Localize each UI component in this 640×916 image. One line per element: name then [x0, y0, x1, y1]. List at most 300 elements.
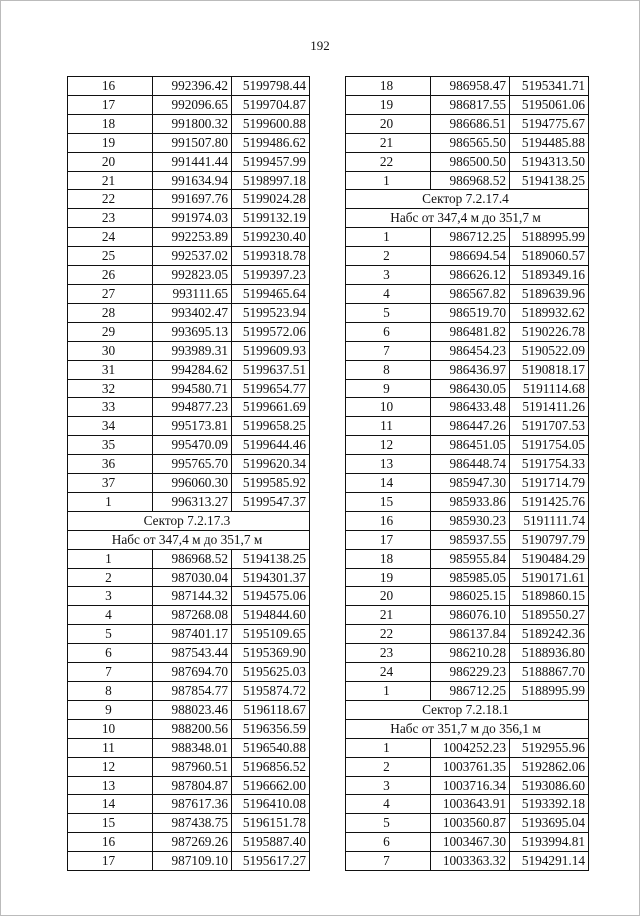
y-coordinate-cell: 5199600.88 — [232, 114, 310, 133]
table-row — [346, 303, 589, 322]
table-row — [68, 77, 310, 96]
table-row — [346, 114, 589, 133]
x-coordinate-cell: 986481.82 — [431, 322, 510, 341]
point-number-cell: 6 — [346, 833, 431, 852]
y-coordinate-cell: 5195874.72 — [232, 682, 310, 701]
point-number-cell: 14 — [346, 474, 431, 493]
y-coordinate-cell: 5195109.65 — [232, 625, 310, 644]
point-number-cell: 2 — [346, 247, 431, 266]
table-row — [68, 266, 310, 285]
point-number-cell: 10 — [346, 398, 431, 417]
table-row — [68, 379, 310, 398]
x-coordinate-cell: 986626.12 — [431, 266, 510, 285]
table-row — [68, 757, 310, 776]
table-row — [68, 700, 310, 719]
table-row — [346, 77, 589, 96]
y-coordinate-cell: 5199572.06 — [232, 322, 310, 341]
y-coordinate-cell: 5194775.67 — [510, 114, 589, 133]
point-number-cell: 29 — [68, 322, 153, 341]
y-coordinate-cell: 5199318.78 — [232, 247, 310, 266]
point-number-cell: 17 — [68, 852, 153, 871]
y-coordinate-cell: 5191754.05 — [510, 436, 589, 455]
sector-title: Сектор 7.2.18.1 — [346, 700, 589, 719]
sector-height-row — [68, 530, 310, 549]
x-coordinate-cell: 987617.36 — [153, 795, 232, 814]
y-coordinate-cell: 5195625.03 — [232, 663, 310, 682]
x-coordinate-cell: 986436.97 — [431, 360, 510, 379]
point-number-cell: 10 — [68, 719, 153, 738]
x-coordinate-cell: 986817.55 — [431, 95, 510, 114]
y-coordinate-cell: 5194301.37 — [232, 568, 310, 587]
table-row — [68, 417, 310, 436]
table-row — [346, 474, 589, 493]
table-row — [346, 757, 589, 776]
table-row — [346, 738, 589, 757]
x-coordinate-cell: 987268.08 — [153, 606, 232, 625]
x-coordinate-cell: 992096.65 — [153, 95, 232, 114]
point-number-cell: 12 — [68, 757, 153, 776]
x-coordinate-cell: 986500.50 — [431, 152, 510, 171]
x-coordinate-cell: 986694.54 — [431, 247, 510, 266]
table-row — [346, 436, 589, 455]
point-number-cell: 27 — [68, 284, 153, 303]
point-number-cell: 5 — [346, 303, 431, 322]
x-coordinate-cell: 994877.23 — [153, 398, 232, 417]
table-row — [346, 266, 589, 285]
y-coordinate-cell: 5195887.40 — [232, 833, 310, 852]
y-coordinate-cell: 5190484.29 — [510, 549, 589, 568]
point-number-cell: 22 — [346, 152, 431, 171]
x-coordinate-cell: 986433.48 — [431, 398, 510, 417]
point-number-cell: 15 — [68, 814, 153, 833]
x-coordinate-cell: 986448.74 — [431, 455, 510, 474]
point-number-cell: 15 — [346, 492, 431, 511]
table-row — [346, 341, 589, 360]
y-coordinate-cell: 5191114.68 — [510, 379, 589, 398]
table-row — [346, 663, 589, 682]
y-coordinate-cell: 5196356.59 — [232, 719, 310, 738]
x-coordinate-cell: 992823.05 — [153, 266, 232, 285]
table-row — [68, 663, 310, 682]
y-coordinate-cell: 5190522.09 — [510, 341, 589, 360]
point-number-cell: 1 — [346, 738, 431, 757]
x-coordinate-cell: 994580.71 — [153, 379, 232, 398]
y-coordinate-cell: 5193695.04 — [510, 814, 589, 833]
point-number-cell: 28 — [68, 303, 153, 322]
x-coordinate-cell: 987030.04 — [153, 568, 232, 587]
x-coordinate-cell: 991697.76 — [153, 190, 232, 209]
point-number-cell: 1 — [346, 228, 431, 247]
y-coordinate-cell: 5188936.80 — [510, 644, 589, 663]
x-coordinate-cell: 995173.81 — [153, 417, 232, 436]
y-coordinate-cell: 5196540.88 — [232, 738, 310, 757]
point-number-cell: 11 — [346, 417, 431, 436]
y-coordinate-cell: 5199132.19 — [232, 209, 310, 228]
sector-title: Сектор 7.2.17.4 — [346, 190, 589, 209]
point-number-cell: 11 — [68, 738, 153, 757]
x-coordinate-cell: 986565.50 — [431, 133, 510, 152]
x-coordinate-cell: 991507.80 — [153, 133, 232, 152]
table-row — [346, 455, 589, 474]
point-number-cell: 5 — [68, 625, 153, 644]
sector-height-range: Набс от 351,7 м до 356,1 м — [346, 719, 589, 738]
y-coordinate-cell: 5189860.15 — [510, 587, 589, 606]
sector-title-row — [68, 511, 310, 530]
point-number-cell: 4 — [346, 795, 431, 814]
y-coordinate-cell: 5194485.88 — [510, 133, 589, 152]
table-row — [346, 322, 589, 341]
x-coordinate-cell: 987804.87 — [153, 776, 232, 795]
x-coordinate-cell: 991974.03 — [153, 209, 232, 228]
x-coordinate-cell: 993989.31 — [153, 341, 232, 360]
x-coordinate-cell: 987960.51 — [153, 757, 232, 776]
y-coordinate-cell: 5189242.36 — [510, 625, 589, 644]
table-row — [346, 247, 589, 266]
table-row — [68, 209, 310, 228]
y-coordinate-cell: 5199661.69 — [232, 398, 310, 417]
x-coordinate-cell: 987543.44 — [153, 644, 232, 663]
point-number-cell: 18 — [68, 114, 153, 133]
x-coordinate-cell: 986137.84 — [431, 625, 510, 644]
x-coordinate-cell: 991441.44 — [153, 152, 232, 171]
point-number-cell: 20 — [346, 114, 431, 133]
x-coordinate-cell: 988023.46 — [153, 700, 232, 719]
table-row — [346, 776, 589, 795]
point-number-cell: 1 — [346, 682, 431, 701]
table-row — [346, 644, 589, 663]
table-row — [346, 795, 589, 814]
point-number-cell: 24 — [68, 228, 153, 247]
x-coordinate-cell: 985985.05 — [431, 568, 510, 587]
x-coordinate-cell: 986210.28 — [431, 644, 510, 663]
y-coordinate-cell: 5195341.71 — [510, 77, 589, 96]
point-number-cell: 24 — [346, 663, 431, 682]
table-row — [68, 455, 310, 474]
x-coordinate-cell: 986968.52 — [431, 171, 510, 190]
y-coordinate-cell: 5199704.87 — [232, 95, 310, 114]
table-row — [68, 341, 310, 360]
y-coordinate-cell: 5199024.28 — [232, 190, 310, 209]
x-coordinate-cell: 986076.10 — [431, 606, 510, 625]
y-coordinate-cell: 5199397.23 — [232, 266, 310, 285]
point-number-cell: 7 — [68, 663, 153, 682]
point-number-cell: 1 — [68, 549, 153, 568]
x-coordinate-cell: 995470.09 — [153, 436, 232, 455]
y-coordinate-cell: 5188995.99 — [510, 228, 589, 247]
point-number-cell: 19 — [346, 95, 431, 114]
point-number-cell: 20 — [346, 587, 431, 606]
table-row — [68, 303, 310, 322]
point-number-cell: 21 — [346, 606, 431, 625]
y-coordinate-cell: 5196151.78 — [232, 814, 310, 833]
y-coordinate-cell: 5191425.76 — [510, 492, 589, 511]
point-number-cell: 8 — [68, 682, 153, 701]
y-coordinate-cell: 5196118.67 — [232, 700, 310, 719]
x-coordinate-cell: 1003716.34 — [431, 776, 510, 795]
x-coordinate-cell: 991800.32 — [153, 114, 232, 133]
y-coordinate-cell: 5190226.78 — [510, 322, 589, 341]
table-row — [68, 474, 310, 493]
x-coordinate-cell: 986454.23 — [431, 341, 510, 360]
x-coordinate-cell: 987401.17 — [153, 625, 232, 644]
table-row — [346, 625, 589, 644]
point-number-cell: 25 — [68, 247, 153, 266]
table-row — [346, 95, 589, 114]
point-number-cell: 18 — [346, 77, 431, 96]
x-coordinate-cell: 986712.25 — [431, 682, 510, 701]
y-coordinate-cell: 5199230.40 — [232, 228, 310, 247]
y-coordinate-cell: 5194844.60 — [232, 606, 310, 625]
x-coordinate-cell: 985930.23 — [431, 511, 510, 530]
x-coordinate-cell: 986430.05 — [431, 379, 510, 398]
point-number-cell: 7 — [346, 852, 431, 871]
x-coordinate-cell: 995765.70 — [153, 455, 232, 474]
x-coordinate-cell: 1003363.32 — [431, 852, 510, 871]
y-coordinate-cell: 5199620.34 — [232, 455, 310, 474]
point-number-cell: 23 — [68, 209, 153, 228]
x-coordinate-cell: 986567.82 — [431, 284, 510, 303]
x-coordinate-cell: 987854.77 — [153, 682, 232, 701]
table-row — [68, 436, 310, 455]
point-number-cell: 33 — [68, 398, 153, 417]
y-coordinate-cell: 5192955.96 — [510, 738, 589, 757]
point-number-cell: 30 — [68, 341, 153, 360]
table-row — [68, 398, 310, 417]
sector-title-row — [346, 190, 589, 209]
point-number-cell: 18 — [346, 549, 431, 568]
table-row — [346, 814, 589, 833]
table-row — [346, 284, 589, 303]
y-coordinate-cell: 5189349.16 — [510, 266, 589, 285]
y-coordinate-cell: 5195061.06 — [510, 95, 589, 114]
y-coordinate-cell: 5194313.50 — [510, 152, 589, 171]
y-coordinate-cell: 5190818.17 — [510, 360, 589, 379]
coordinates-table-left — [67, 76, 310, 871]
point-number-cell: 36 — [68, 455, 153, 474]
sector-height-row — [346, 719, 589, 738]
point-number-cell: 5 — [346, 814, 431, 833]
point-number-cell: 21 — [68, 171, 153, 190]
y-coordinate-cell: 5193392.18 — [510, 795, 589, 814]
x-coordinate-cell: 994284.62 — [153, 360, 232, 379]
y-coordinate-cell: 5190797.79 — [510, 530, 589, 549]
x-coordinate-cell: 986025.15 — [431, 587, 510, 606]
table-row — [68, 776, 310, 795]
table-row — [68, 682, 310, 701]
x-coordinate-cell: 993402.47 — [153, 303, 232, 322]
y-coordinate-cell: 5199465.64 — [232, 284, 310, 303]
y-coordinate-cell: 5194138.25 — [510, 171, 589, 190]
table-row — [68, 644, 310, 663]
table-row — [68, 549, 310, 568]
table-row — [346, 587, 589, 606]
x-coordinate-cell: 993111.65 — [153, 284, 232, 303]
table-row — [346, 549, 589, 568]
y-coordinate-cell: 5192862.06 — [510, 757, 589, 776]
table-row — [68, 247, 310, 266]
table-row — [68, 228, 310, 247]
x-coordinate-cell: 986686.51 — [431, 114, 510, 133]
table-row — [346, 152, 589, 171]
table-row — [68, 606, 310, 625]
x-coordinate-cell: 988200.56 — [153, 719, 232, 738]
x-coordinate-cell: 987694.70 — [153, 663, 232, 682]
point-number-cell: 9 — [346, 379, 431, 398]
point-number-cell: 13 — [68, 776, 153, 795]
table-row — [346, 171, 589, 190]
table-row — [346, 360, 589, 379]
y-coordinate-cell: 5191707.53 — [510, 417, 589, 436]
sector-height-range: Набс от 347,4 м до 351,7 м — [68, 530, 310, 549]
y-coordinate-cell: 5194291.14 — [510, 852, 589, 871]
x-coordinate-cell: 985955.84 — [431, 549, 510, 568]
x-coordinate-cell: 992537.02 — [153, 247, 232, 266]
point-number-cell: 1 — [68, 492, 153, 511]
point-number-cell: 6 — [346, 322, 431, 341]
table-row — [346, 530, 589, 549]
point-number-cell: 4 — [346, 284, 431, 303]
table-row — [68, 719, 310, 738]
y-coordinate-cell: 5188995.99 — [510, 682, 589, 701]
point-number-cell: 16 — [68, 833, 153, 852]
y-coordinate-cell: 5199798.44 — [232, 77, 310, 96]
table-row — [68, 738, 310, 757]
y-coordinate-cell: 5191111.74 — [510, 511, 589, 530]
table-row — [68, 625, 310, 644]
y-coordinate-cell: 5191714.79 — [510, 474, 589, 493]
table-row — [68, 190, 310, 209]
x-coordinate-cell: 992396.42 — [153, 77, 232, 96]
table-row — [346, 606, 589, 625]
sector-title-row — [346, 700, 589, 719]
point-number-cell: 8 — [346, 360, 431, 379]
y-coordinate-cell: 5199523.94 — [232, 303, 310, 322]
y-coordinate-cell: 5189550.27 — [510, 606, 589, 625]
x-coordinate-cell: 986451.05 — [431, 436, 510, 455]
page-number: 192 — [310, 38, 330, 53]
x-coordinate-cell: 985933.86 — [431, 492, 510, 511]
y-coordinate-cell: 5196856.52 — [232, 757, 310, 776]
table-row — [346, 417, 589, 436]
table-row — [68, 360, 310, 379]
x-coordinate-cell: 986968.52 — [153, 549, 232, 568]
x-coordinate-cell: 987109.10 — [153, 852, 232, 871]
y-coordinate-cell: 5189932.62 — [510, 303, 589, 322]
x-coordinate-cell: 1003643.91 — [431, 795, 510, 814]
table-row — [68, 852, 310, 871]
x-coordinate-cell: 987438.75 — [153, 814, 232, 833]
point-number-cell: 2 — [68, 568, 153, 587]
point-number-cell: 3 — [346, 776, 431, 795]
point-number-cell: 31 — [68, 360, 153, 379]
table-row — [68, 114, 310, 133]
y-coordinate-cell: 5199486.62 — [232, 133, 310, 152]
table-row — [346, 133, 589, 152]
point-number-cell: 3 — [346, 266, 431, 285]
point-number-cell: 20 — [68, 152, 153, 171]
x-coordinate-cell: 986712.25 — [431, 228, 510, 247]
y-coordinate-cell: 5199547.37 — [232, 492, 310, 511]
x-coordinate-cell: 1003761.35 — [431, 757, 510, 776]
x-coordinate-cell: 1004252.23 — [431, 738, 510, 757]
point-number-cell: 35 — [68, 436, 153, 455]
table-row — [346, 852, 589, 871]
y-coordinate-cell: 5189060.57 — [510, 247, 589, 266]
sector-height-range: Набс от 347,4 м до 351,7 м — [346, 209, 589, 228]
table-row — [346, 833, 589, 852]
table-row — [68, 95, 310, 114]
y-coordinate-cell: 5199654.77 — [232, 379, 310, 398]
table-row — [346, 511, 589, 530]
table-row — [68, 171, 310, 190]
point-number-cell: 14 — [68, 795, 153, 814]
x-coordinate-cell: 987144.32 — [153, 587, 232, 606]
x-coordinate-cell: 986519.70 — [431, 303, 510, 322]
x-coordinate-cell: 1003560.87 — [431, 814, 510, 833]
table-row — [68, 284, 310, 303]
y-coordinate-cell: 5188867.70 — [510, 663, 589, 682]
point-number-cell: 3 — [68, 587, 153, 606]
point-number-cell: 12 — [346, 436, 431, 455]
table-row — [346, 228, 589, 247]
table-row — [346, 379, 589, 398]
y-coordinate-cell: 5199658.25 — [232, 417, 310, 436]
y-coordinate-cell: 5195617.27 — [232, 852, 310, 871]
y-coordinate-cell: 5199644.46 — [232, 436, 310, 455]
y-coordinate-cell: 5194138.25 — [232, 549, 310, 568]
table-row — [68, 322, 310, 341]
y-coordinate-cell: 5199637.51 — [232, 360, 310, 379]
table-row — [68, 568, 310, 587]
point-number-cell: 22 — [346, 625, 431, 644]
table-row — [68, 795, 310, 814]
table-row — [68, 833, 310, 852]
point-number-cell: 19 — [346, 568, 431, 587]
y-coordinate-cell: 5196410.08 — [232, 795, 310, 814]
point-number-cell: 13 — [346, 455, 431, 474]
point-number-cell: 22 — [68, 190, 153, 209]
point-number-cell: 16 — [346, 511, 431, 530]
y-coordinate-cell: 5195369.90 — [232, 644, 310, 663]
point-number-cell: 19 — [68, 133, 153, 152]
table-row — [68, 814, 310, 833]
table-row — [346, 398, 589, 417]
point-number-cell: 9 — [68, 700, 153, 719]
sector-title: Сектор 7.2.17.3 — [68, 511, 310, 530]
table-row — [346, 682, 589, 701]
y-coordinate-cell: 5193994.81 — [510, 833, 589, 852]
y-coordinate-cell: 5191754.33 — [510, 455, 589, 474]
point-number-cell: 37 — [68, 474, 153, 493]
table-row — [346, 568, 589, 587]
point-number-cell: 26 — [68, 266, 153, 285]
x-coordinate-cell: 996060.30 — [153, 474, 232, 493]
point-number-cell: 1 — [346, 171, 431, 190]
table-row — [68, 152, 310, 171]
y-coordinate-cell: 5190171.61 — [510, 568, 589, 587]
x-coordinate-cell: 986229.23 — [431, 663, 510, 682]
point-number-cell: 7 — [346, 341, 431, 360]
y-coordinate-cell: 5196662.00 — [232, 776, 310, 795]
point-number-cell: 16 — [68, 77, 153, 96]
y-coordinate-cell: 5199609.93 — [232, 341, 310, 360]
x-coordinate-cell: 996313.27 — [153, 492, 232, 511]
point-number-cell: 17 — [346, 530, 431, 549]
point-number-cell: 2 — [346, 757, 431, 776]
x-coordinate-cell: 988348.01 — [153, 738, 232, 757]
sector-height-row — [346, 209, 589, 228]
x-coordinate-cell: 1003467.30 — [431, 833, 510, 852]
